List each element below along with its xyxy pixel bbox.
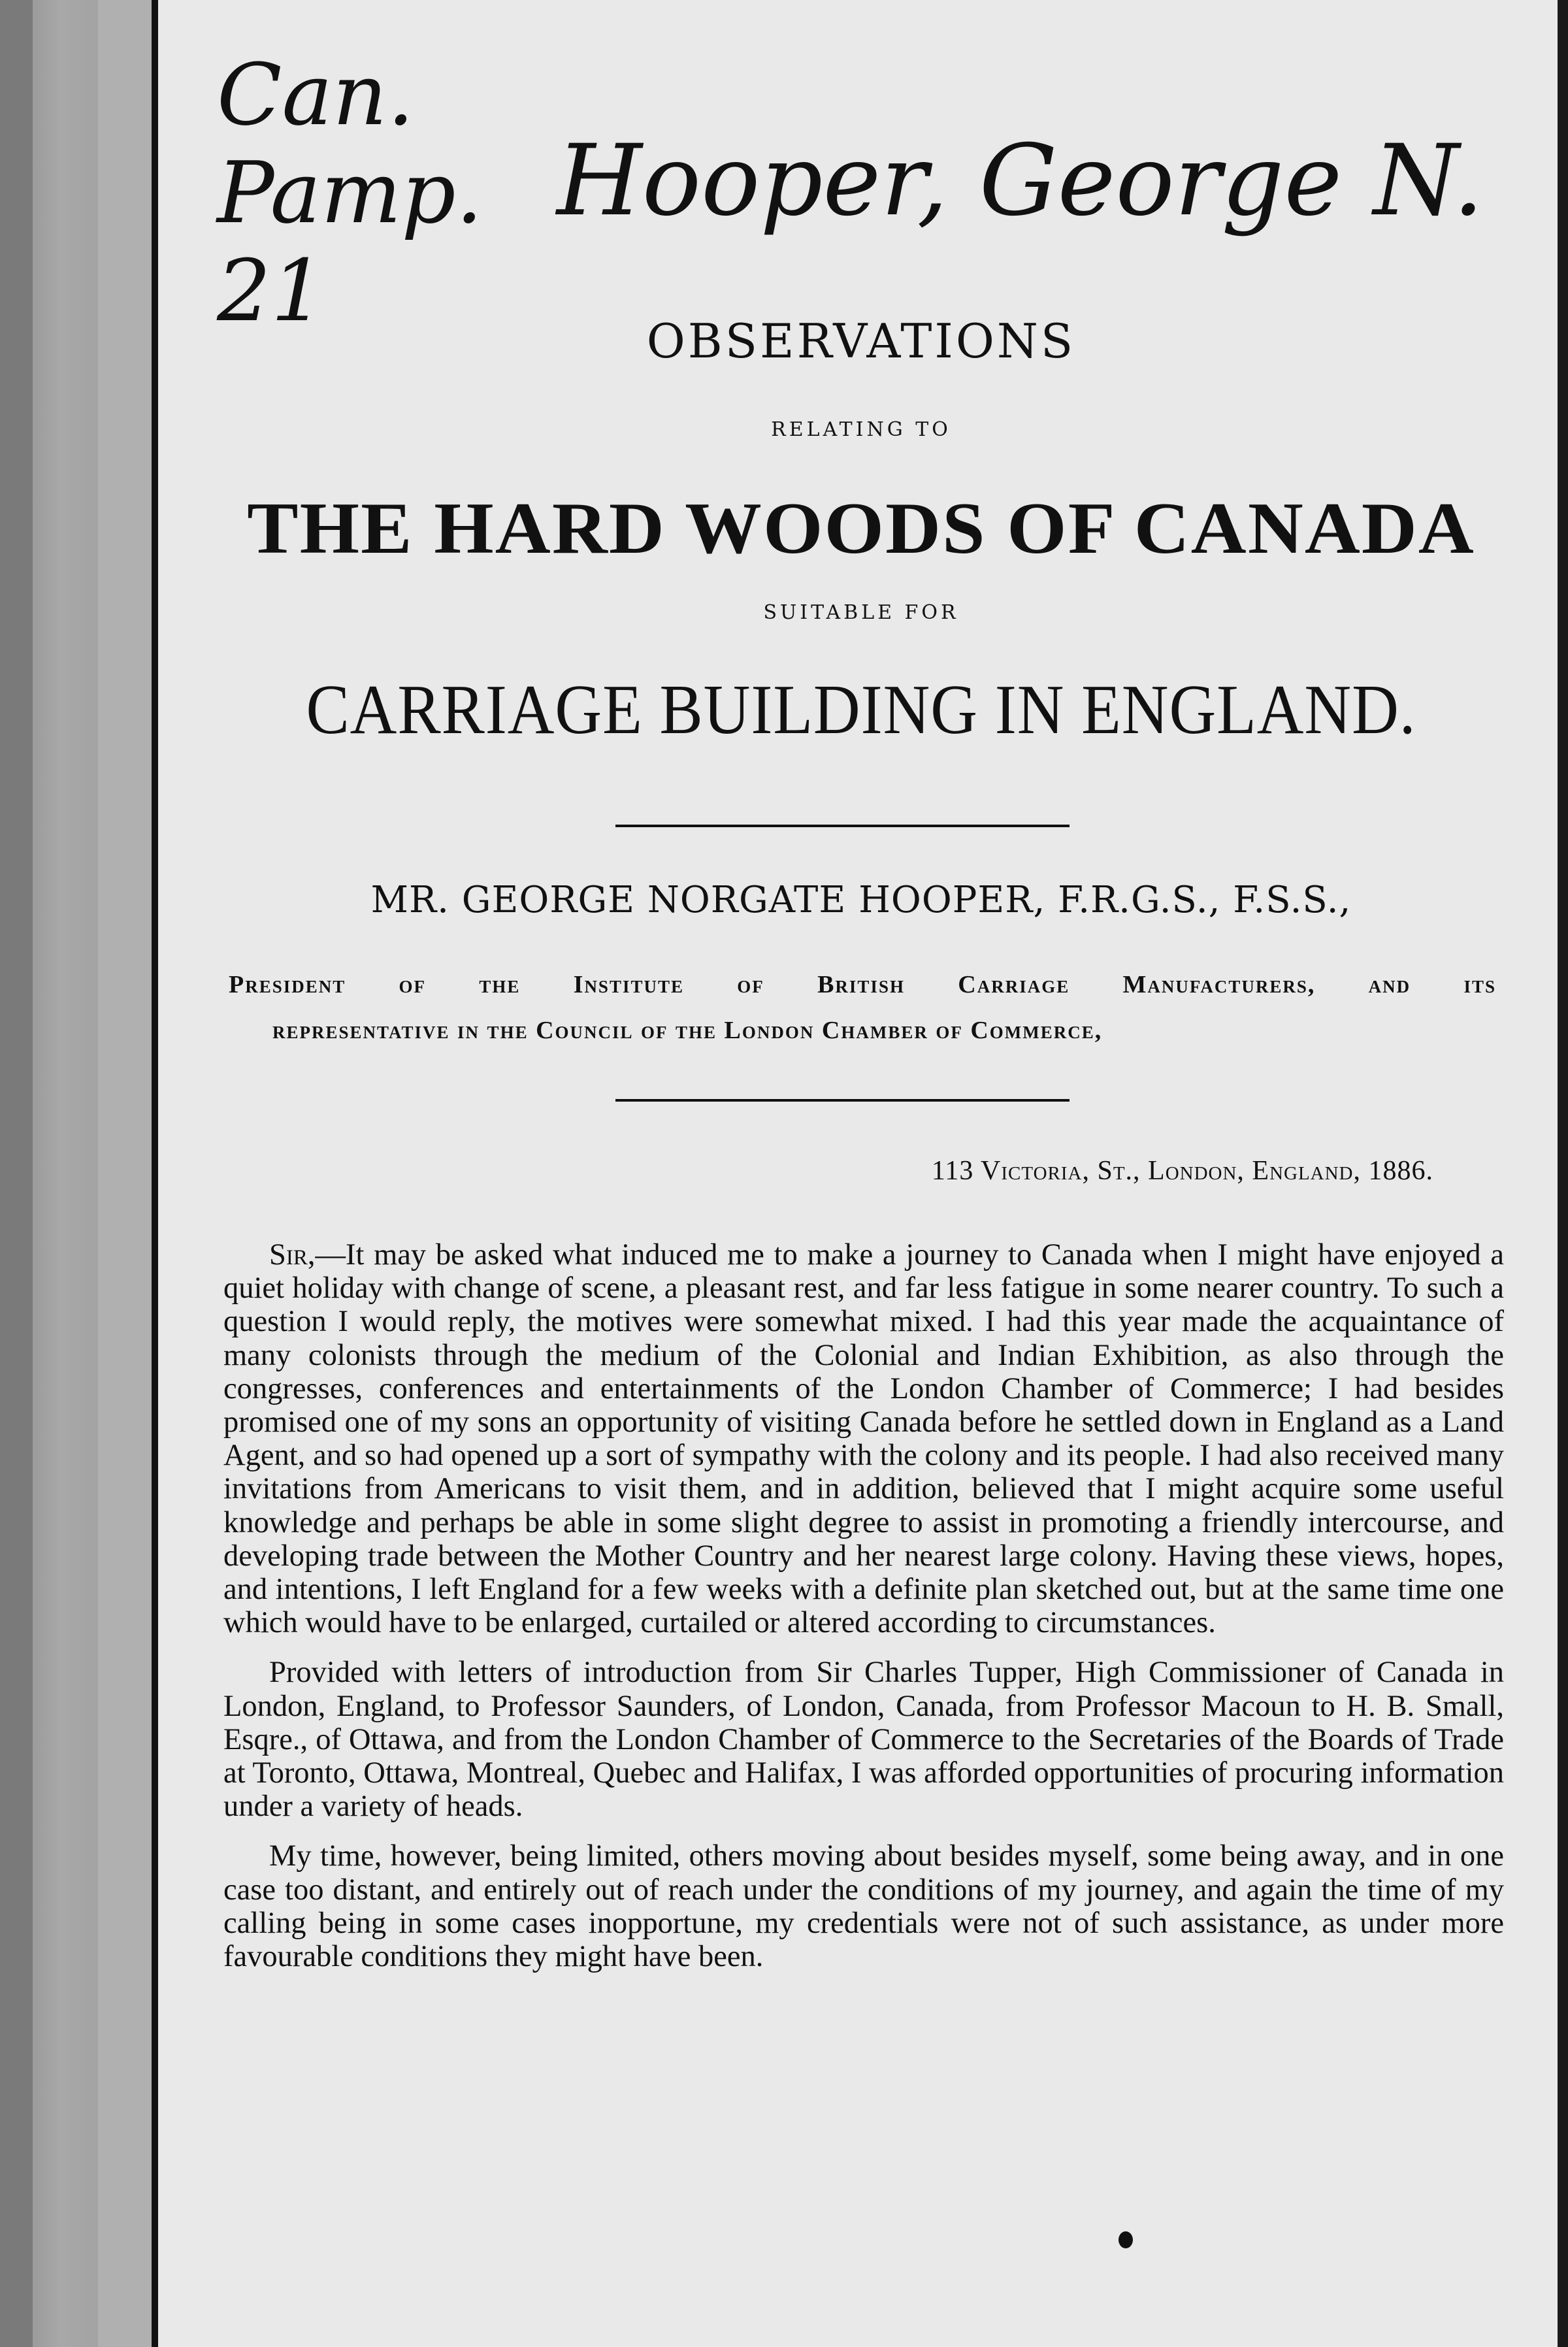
handwritten-line: 21: [217, 241, 325, 340]
letter-body: [223, 1238, 1504, 1990]
salutation: Sir,: [269, 1238, 316, 1272]
margin-shade-band: [0, 0, 33, 2347]
document-page: [152, 0, 1558, 2347]
title-suitable-for: SUITABLE FOR: [763, 601, 959, 624]
handwritten-line: Pamp.: [217, 143, 483, 242]
scan-left-margin: [0, 0, 152, 2347]
author-name: MR. GEORGE NORGATE HOOPER, F.R.G.S., F.S.S.,: [370, 879, 1352, 921]
handwritten-author-name: Hooper, George N.: [557, 124, 1484, 238]
main-title: THE HARD WOODS OF CANADA: [247, 488, 1475, 569]
ink-speck: [1119, 2231, 1133, 2248]
divider-rule: [615, 825, 1070, 827]
divider-rule: [615, 1099, 1070, 1102]
paragraph-text: —It may be asked what induced me to make a journey to Canada when I might have enjoyed a quiet holiday with change of scene, a pleasant rest, and far less fatigue in some nearer country. To such a question I would reply, the motives were somewhat mixed. I had this year made the acquaintance of many colonists through the medium of the Colonial and Indian Exhibition, as also through the congresses, conferences and entertainments of the London Chamber of Commerce; I had besides promised one of my sons an opportunity of visiting Canada before he settled down in England as a Land Agent, and so had opened up a sort of sympathy with the colony and its people. I had also received many invitations from Americans to visit them, and in addition, believed that I might acquire some useful knowledge and perhaps be able in some slight degree to assist in promoting a friendly intercourse, and developing trade between the Mother Country and her nearest large colony. Having these views, hopes, and intentions, I left England for a few weeks with a definite plan sketched out, but at the same time one which would have to be enlarged, curtailed or altered according to circumstances.: [223, 1238, 1504, 1640]
subtitle: CARRIAGE BUILDING IN ENGLAND.: [306, 671, 1416, 749]
body-paragraph: My time, however, being limited, others moving about besides myself, some being away, and in one case too distant, and entirely out of reach under the conditions of my journey, and again the time of my calling being in some cases inopportune, my credentials were not of such assistance, as under more favourable conditions they might have been.: [223, 1839, 1504, 1974]
handwritten-catalog-note: [217, 46, 483, 340]
author-affiliation-line: President of the Institute of British Carriage Manufacturers, and its: [229, 971, 1496, 998]
title-observations: OBSERVATIONS: [646, 314, 1076, 369]
author-affiliation-line: representative in the Council of the London Chamber of Commerce,: [272, 1017, 1103, 1044]
margin-light-band: [98, 0, 152, 2347]
body-paragraph: [223, 1238, 1504, 1639]
handwritten-line: Can.: [217, 45, 415, 144]
title-relating-to: RELATING TO: [771, 418, 951, 441]
letter-address: 113 Victoria, St., London, England, 1886.: [931, 1156, 1433, 1186]
body-paragraph: Provided with letters of introduction from Sir Charles Tupper, High Commissioner of Canada in London, England, to Professor Saunders, of London, Canada, from Professor Macoun to H. B. Small, Esqre., of Ottawa, and from the London Chamber of Commerce to the Secretaries of the Boards of Trade at Toronto, Ottawa, Montreal, Quebec and Halifax, I was afforded opportunities of procuring information under a variety of heads.: [223, 1656, 1504, 1824]
